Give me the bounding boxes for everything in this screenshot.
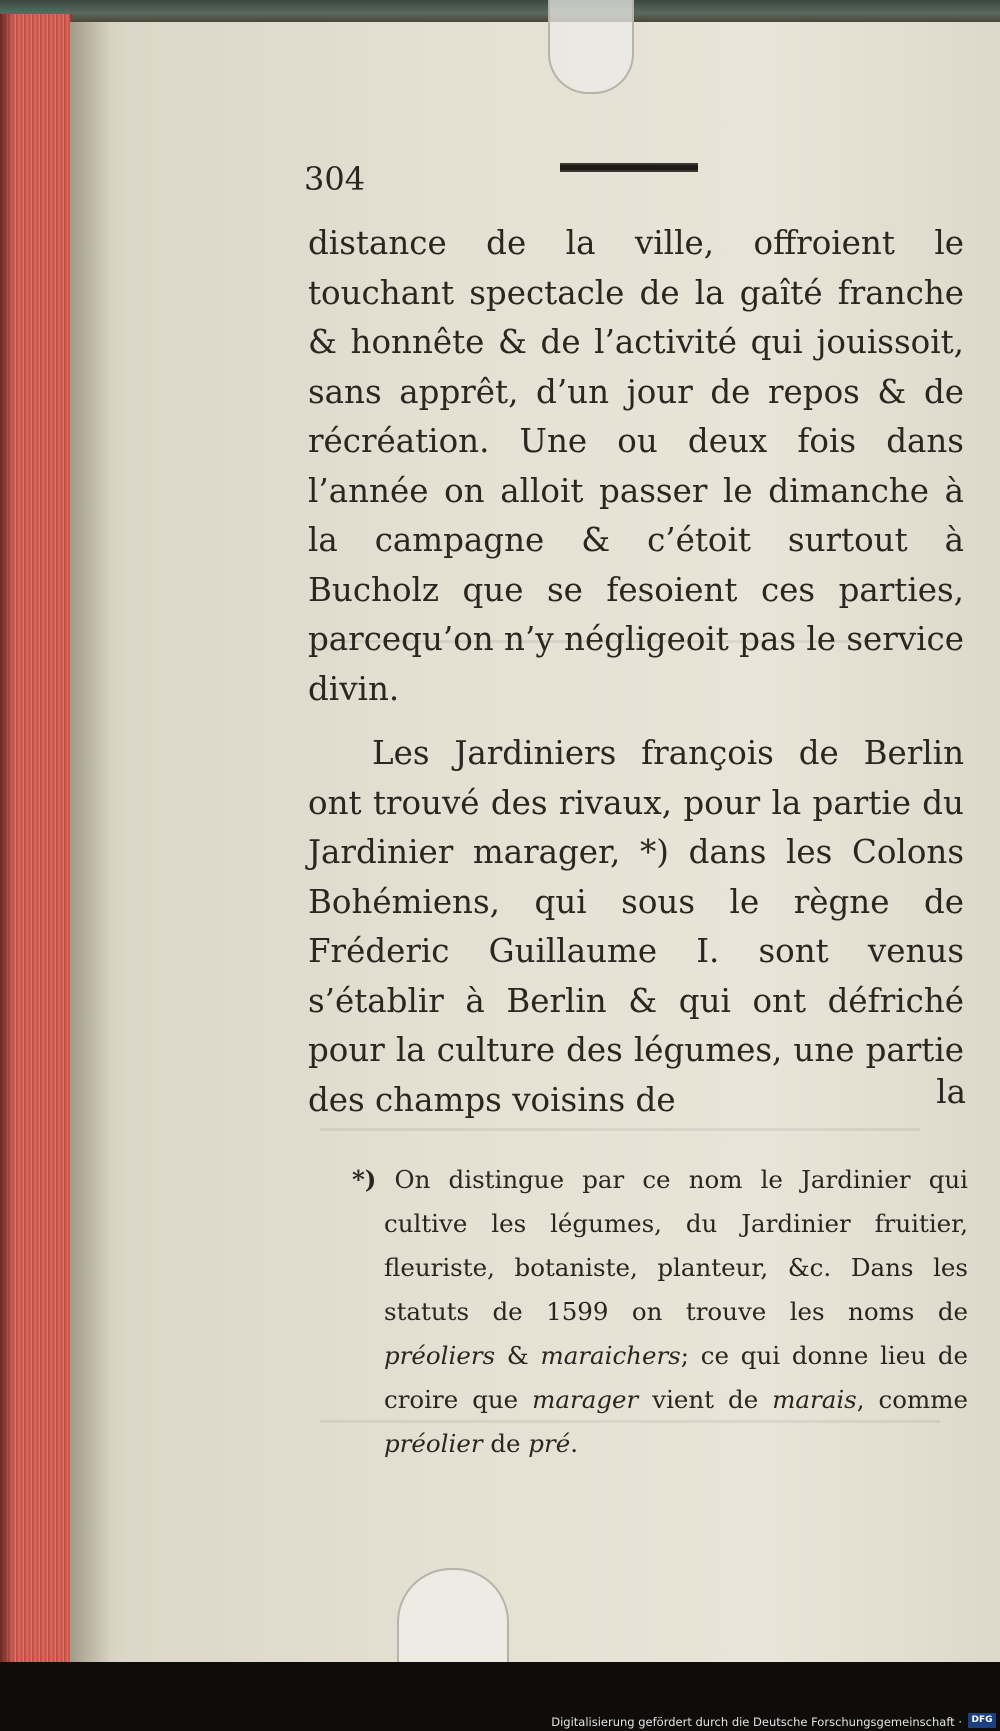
dfg-logo: DFG [968,1713,996,1728]
footnote-text: On distingue par ce nom le Jardinier qui cultive les légumes, du Jardinier fruitier, fleuriste, botaniste, planteur, &c. Dans les statuts de 1599 on trouve les noms de [384,1165,968,1326]
footnote-term: pré [528,1429,571,1458]
footnote-term: marais [772,1385,857,1414]
footnote-text: de [482,1429,529,1458]
footnote-term: préolier [384,1429,483,1458]
page-clip-bottom [397,1568,509,1670]
footnote-term: préoliers [384,1341,496,1370]
footnote-term: maraichers [540,1341,681,1370]
page-fold-shadow [70,22,110,1662]
footnote-text: , comme [856,1385,968,1414]
digitization-credit: Digitalisierung gefördert durch die Deutsche Forschungsgemeinschaft · [551,1715,962,1729]
footnote [344,1158,968,1466]
footnote-text: vient de [638,1385,773,1414]
catchword: la [936,1073,966,1111]
header-rule [560,163,698,172]
footnote-term: marager [532,1385,639,1414]
page-clip-top [548,0,634,94]
footnote-text: ; ce qui donne lieu de croire que [384,1341,968,1414]
footnote-marker: *) [352,1165,377,1194]
footnote-text: . [570,1429,578,1458]
paragraph-1: distance de la ville, offroient le touchant spectacle de la gaîté franche & honnête & de l’activité qui jouissoit, sans apprêt, d’un jour de repos & de récréation. Une ou deux fois dans l’année on alloit passer le dimanche à la campagne & c’étoit surtout à Bucholz que se fesoient ces parties, parcequ’on n’y négligeoit pas le service divin. [308,224,964,708]
page-number: 304 [304,160,366,198]
book-cover-top [0,0,1000,24]
paragraph-2: Les Jardiniers françois de Berlin ont trouvé des rivaux, pour la partie du Jardinier marager, *) dans les Colons Bohémiens, qui sous le règne de Fréderic Guillaume I. sont venus s’établir à Berlin & qui ont défriché pour la culture des légumes, une partie des champs voisins de [308,734,964,1119]
page-edge-shadow [0,14,14,1666]
bleed-through [320,1128,920,1131]
footnote-text: & [495,1341,541,1370]
